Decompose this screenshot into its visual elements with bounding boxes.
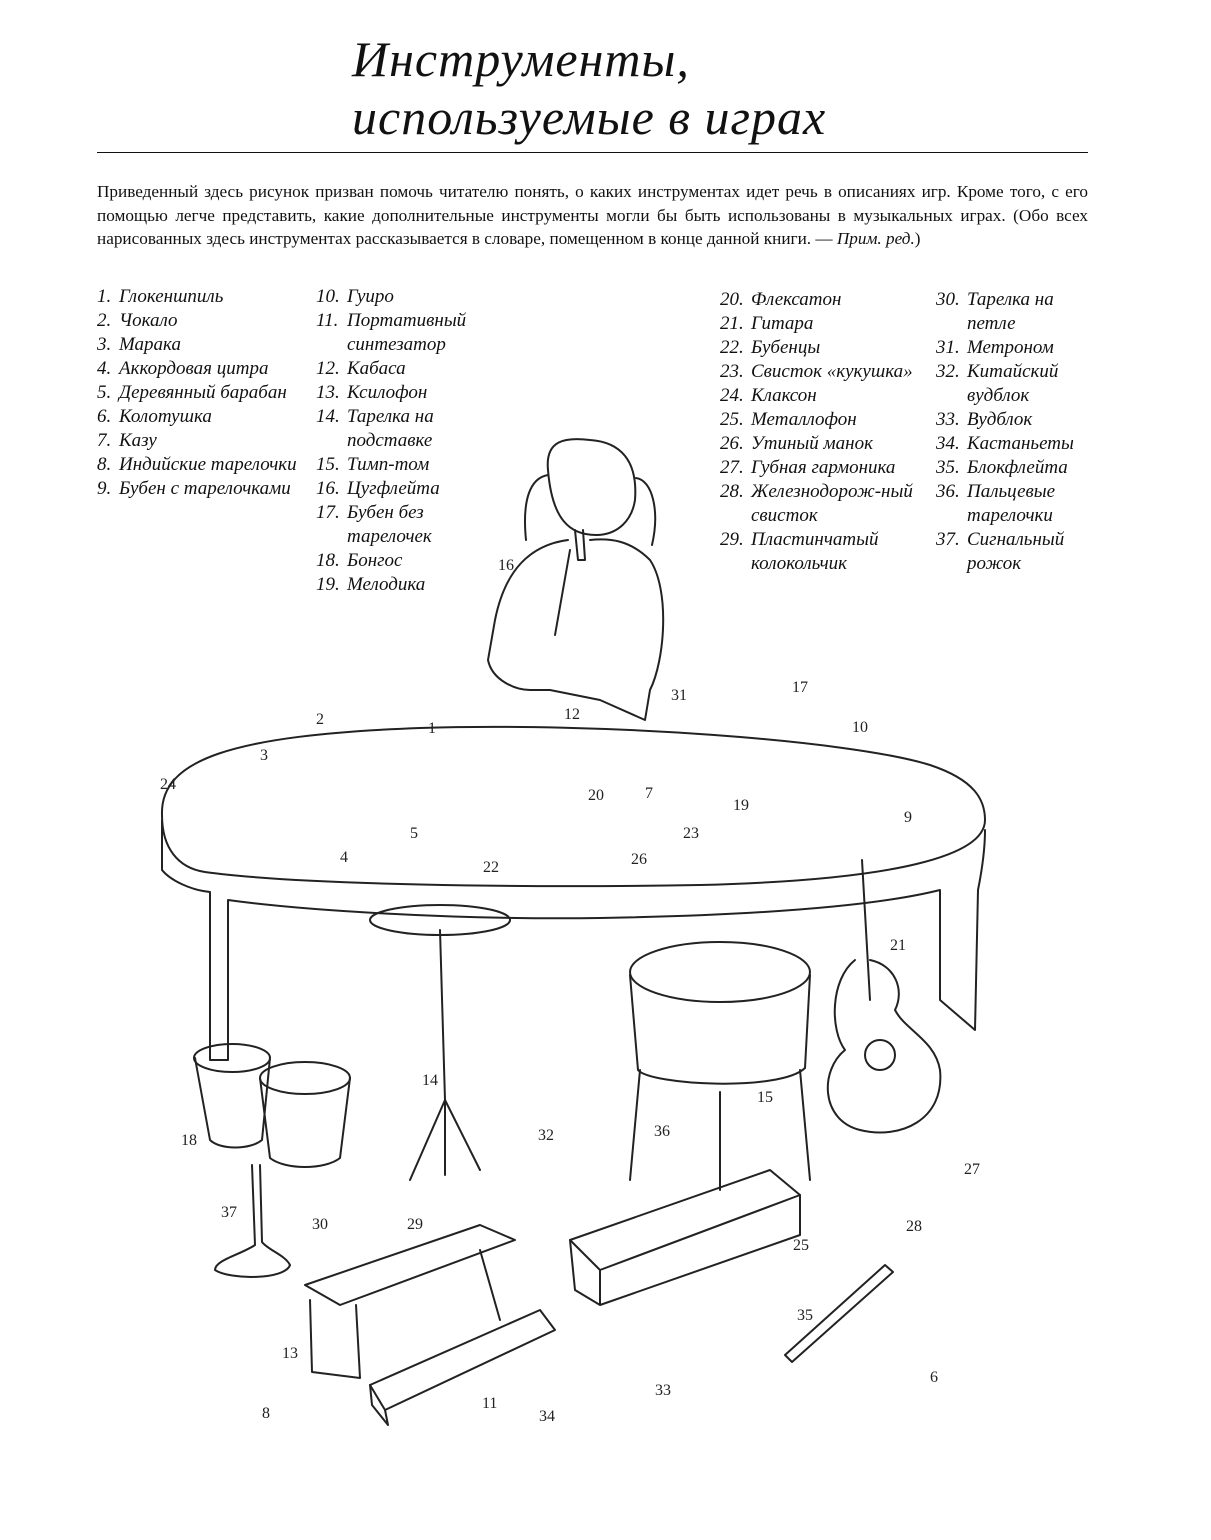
label-33: 33 [655, 1382, 671, 1399]
instrument-list-item [97, 381, 297, 405]
label-9: 9 [904, 809, 912, 826]
bongos-drawing [194, 1044, 350, 1167]
instrument-name: Тимп-том [347, 454, 430, 475]
instrument-number: 20. [720, 289, 744, 310]
instrument-name: Гуиро [347, 286, 394, 307]
label-32: 32 [538, 1127, 554, 1144]
label-22: 22 [483, 859, 499, 876]
label-6: 6 [930, 1369, 938, 1386]
instrument-list-column-4 [936, 288, 1096, 576]
instrument-number: 19. [316, 574, 340, 595]
title-line-1: Инструменты, [352, 31, 690, 87]
instrument-name: Тарелка на петле [967, 289, 1054, 334]
instrument-list-item [316, 501, 506, 549]
instrument-list-item [720, 456, 915, 480]
guitar-drawing [828, 860, 941, 1133]
instrument-number: 33. [936, 409, 960, 430]
instrument-number: 25. [720, 409, 744, 430]
instrument-name: Блокфлейта [967, 457, 1068, 478]
synthesizer-drawing [370, 1310, 555, 1425]
instrument-list-item [720, 528, 915, 576]
instrument-name: Чокало [119, 310, 178, 331]
instrument-name: Вудблок [967, 409, 1033, 430]
instrument-list-item [316, 477, 506, 501]
instrument-list-item [720, 312, 915, 336]
instrument-list-item [720, 384, 915, 408]
label-34: 34 [539, 1408, 555, 1425]
girl-figure [488, 439, 663, 720]
instrument-list-item [936, 288, 1096, 336]
intro-close: ) [914, 229, 921, 248]
instrument-number: 3. [97, 334, 112, 355]
instrument-name: Гитара [751, 313, 814, 334]
instrument-number: 37. [936, 529, 960, 550]
instrument-list-item [316, 549, 506, 573]
instrument-name: Бубенцы [751, 337, 821, 358]
instrument-name: Тарелка на подставке [347, 406, 434, 451]
label-21: 21 [890, 937, 906, 954]
label-10: 10 [852, 719, 868, 736]
instrument-number: 7. [97, 430, 112, 451]
instrument-name: Флексатон [751, 289, 842, 310]
label-3: 3 [260, 747, 268, 764]
label-17: 17 [792, 679, 808, 696]
label-25: 25 [793, 1237, 809, 1254]
instrument-list-item [97, 285, 297, 309]
instrument-name: Глокеншпиль [119, 286, 224, 307]
instrument-number: 28. [720, 481, 744, 502]
instrument-number: 2. [97, 310, 112, 331]
instrument-list-item [316, 453, 506, 477]
title-line-2: используемые в играх [352, 89, 827, 145]
instrument-number: 16. [316, 478, 340, 499]
instrument-number: 5. [97, 382, 112, 403]
instrument-list-item [936, 528, 1096, 576]
instrument-number: 13. [316, 382, 340, 403]
instrument-name: Бонгос [347, 550, 403, 571]
label-16: 16 [498, 557, 514, 574]
label-20: 20 [588, 787, 604, 804]
instrument-list-item [936, 432, 1096, 456]
label-13: 13 [282, 1345, 298, 1362]
instrument-name: Металлофон [751, 409, 857, 430]
timp-tom-drawing [630, 942, 810, 1190]
instrument-number: 31. [936, 337, 960, 358]
instrument-name: Пальцевые тарелочки [967, 481, 1056, 526]
instrument-list-item [97, 477, 297, 501]
label-26: 26 [631, 851, 647, 868]
instrument-list-column-1 [97, 285, 297, 501]
instrument-name: Цугфлейта [347, 478, 440, 499]
label-29: 29 [407, 1216, 423, 1233]
instrument-list-item [720, 288, 915, 312]
label-23: 23 [683, 825, 699, 842]
label-28: 28 [906, 1218, 922, 1235]
instrument-list-column-3 [720, 288, 915, 576]
instrument-name: Бубен без тарелочек [347, 502, 432, 547]
instrument-number: 27. [720, 457, 744, 478]
instrument-name: Кабаса [347, 358, 406, 379]
instrument-number: 15. [316, 454, 340, 475]
instrument-name: Железнодорож-ный свисток [751, 481, 913, 526]
instrument-list-item [316, 285, 506, 309]
label-31: 31 [671, 687, 687, 704]
instrument-name: Мелодика [347, 574, 426, 595]
instrument-number: 35. [936, 457, 960, 478]
instrument-name: Колотушка [119, 406, 212, 427]
instrument-number: 12. [316, 358, 340, 379]
instrument-number: 10. [316, 286, 340, 307]
instrument-name: Марака [119, 334, 181, 355]
instrument-list-item [936, 456, 1096, 480]
instrument-list-item [316, 357, 506, 381]
instrument-list-item [720, 408, 915, 432]
label-2: 2 [316, 711, 324, 728]
page-title [352, 30, 826, 146]
label-27: 27 [964, 1161, 980, 1178]
instrument-list-item [316, 573, 506, 597]
instrument-number: 32. [936, 361, 960, 382]
illustration-labels [160, 557, 980, 1425]
label-15: 15 [757, 1089, 773, 1106]
instrument-list-column-2 [316, 285, 506, 597]
title-divider [97, 152, 1088, 153]
intro-paragraph [97, 180, 1088, 251]
instrument-number: 26. [720, 433, 744, 454]
table [162, 727, 985, 1060]
instrument-list-item [936, 480, 1096, 528]
label-18: 18 [181, 1132, 197, 1149]
instrument-number: 9. [97, 478, 112, 499]
label-1: 1 [428, 720, 436, 737]
editor-note: Прим. ред. [836, 229, 915, 248]
instrument-name: Аккордовая цитра [119, 358, 269, 379]
instrument-list-item [936, 408, 1096, 432]
instrument-list-item [316, 381, 506, 405]
instrument-name: Губная гармоника [751, 457, 896, 478]
metallophone-drawing [570, 1170, 800, 1305]
instrument-name: Кастаньеты [967, 433, 1074, 454]
label-24: 24 [160, 776, 176, 793]
instrument-list-item [720, 336, 915, 360]
instrument-number: 29. [720, 529, 744, 550]
label-5: 5 [410, 825, 418, 842]
instrument-number: 21. [720, 313, 744, 334]
instrument-list-item [720, 480, 915, 528]
instrument-list-item [720, 432, 915, 456]
intro-text: Приведенный здесь рисунок призван помочь читателю понять, о каких инструментах идет речь в описаниях игр. Кроме того, с его помощью легче представить, какие дополнительные инструменты могли бы быть использованы в музыкальных играх. (Обо всех нарисованных здесь инструментах рассказывается в словаре, помещенном в конце данной книги. — [97, 182, 1088, 248]
instrument-number: 23. [720, 361, 744, 382]
label-12: 12 [564, 706, 580, 723]
instrument-list-item [97, 309, 297, 333]
instrument-number: 11. [316, 310, 339, 331]
instrument-name: Деревянный барабан [119, 382, 287, 403]
instrument-name: Свисток «кукушка» [751, 361, 913, 382]
instrument-list-item [97, 357, 297, 381]
instrument-name: Портативный синтезатор [347, 310, 467, 355]
label-19: 19 [733, 797, 749, 814]
label-35: 35 [797, 1307, 813, 1324]
instrument-number: 36. [936, 481, 960, 502]
instrument-name: Метроном [967, 337, 1054, 358]
instrument-name: Китайский вудблок [967, 361, 1059, 406]
xylophone-drawing [305, 1225, 515, 1378]
instrument-name: Казу [119, 430, 157, 451]
recorder-drawing [785, 1265, 893, 1362]
instrument-list-item [97, 405, 297, 429]
signal-horn-drawing [215, 1165, 290, 1277]
instrument-list-item [316, 405, 506, 453]
instrument-name: Утиный манок [751, 433, 873, 454]
instrument-number: 1. [97, 286, 112, 307]
instrument-number: 14. [316, 406, 340, 427]
instrument-number: 17. [316, 502, 340, 523]
instrument-name: Сигнальный рожок [967, 529, 1065, 574]
instrument-number: 18. [316, 550, 340, 571]
instrument-name: Бубен с тарелочками [119, 478, 291, 499]
instrument-number: 30. [936, 289, 960, 310]
instrument-number: 34. [936, 433, 960, 454]
instrument-number: 22. [720, 337, 744, 358]
label-11: 11 [482, 1395, 498, 1412]
instrument-name: Клаксон [751, 385, 817, 406]
instrument-name: Ксилофон [347, 382, 428, 403]
instrument-number: 6. [97, 406, 112, 427]
cymbal-stand-drawing [370, 905, 510, 1180]
instrument-list-item [97, 453, 297, 477]
instrument-number: 4. [97, 358, 112, 379]
label-4: 4 [340, 849, 348, 866]
instrument-number: 8. [97, 454, 112, 475]
instrument-list-item [316, 309, 506, 357]
instrument-list-item [97, 429, 297, 453]
instrument-name: Пластинчатый колокольчик [751, 529, 879, 574]
label-7: 7 [645, 785, 653, 802]
label-30: 30 [312, 1216, 328, 1233]
instrument-name: Индийские тарелочки [119, 454, 297, 475]
instrument-list-item [936, 360, 1096, 408]
label-37: 37 [221, 1204, 237, 1221]
instrument-number: 24. [720, 385, 744, 406]
instrument-list-item [936, 336, 1096, 360]
label-14: 14 [422, 1072, 438, 1089]
instrument-list-item [97, 333, 297, 357]
instrument-list-item [720, 360, 915, 384]
label-36: 36 [654, 1123, 670, 1140]
label-8: 8 [262, 1405, 270, 1422]
